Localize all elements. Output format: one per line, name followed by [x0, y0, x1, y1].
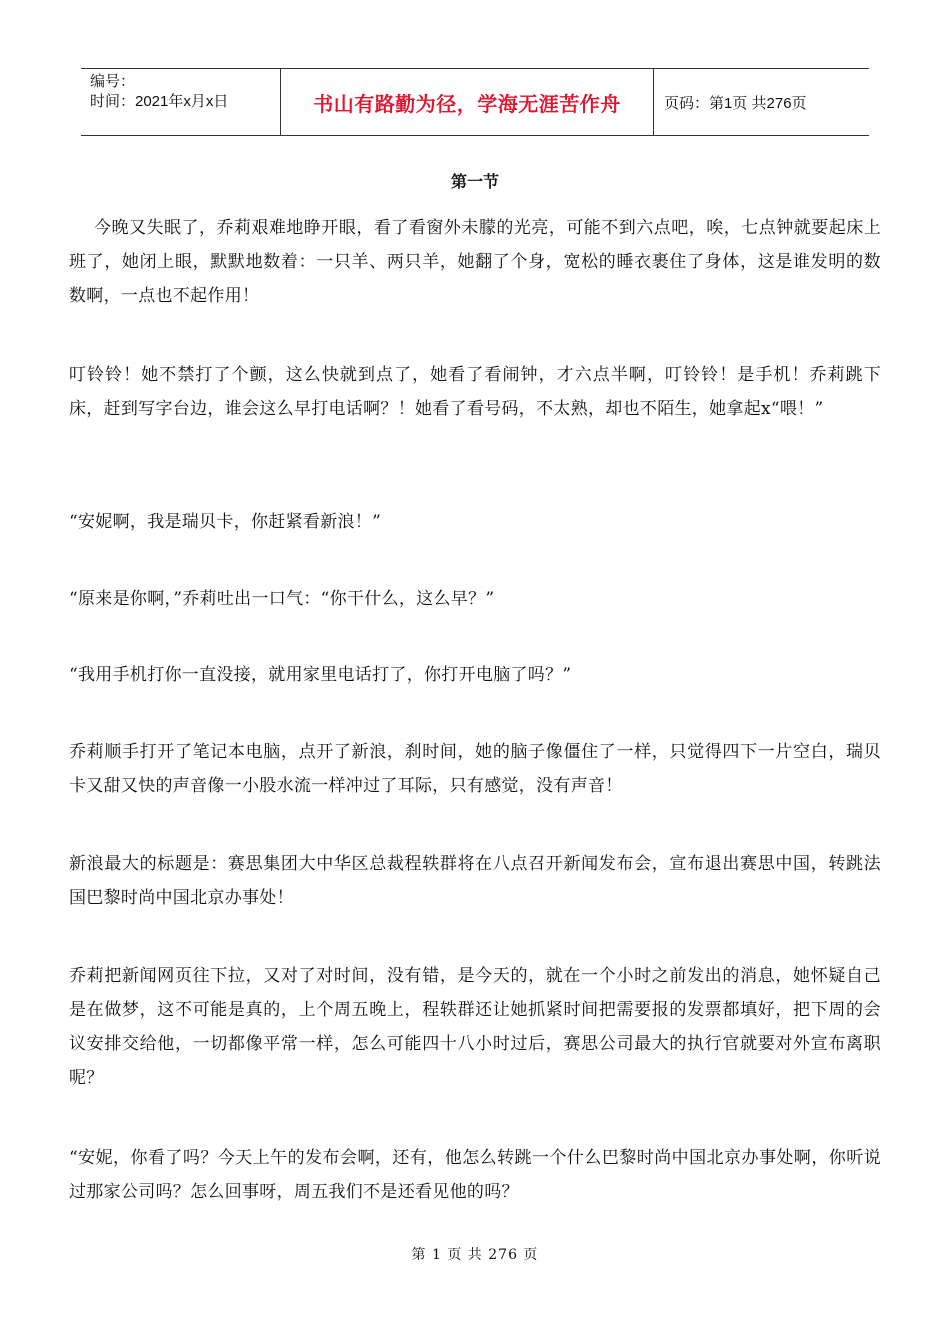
page-footer: 第 1 页 共 276 页 [411, 1247, 539, 1263]
paragraph-3: “安妮啊，我是瑞贝卡，你赶紧看新浪！” [69, 512, 382, 532]
header-meta-cell [81, 69, 281, 135]
paragraph-8: 乔莉把新闻网页往下拉，又对了对时间，没有错，是今天的，就在一个小时之前发出的消息，她怀疑自己是在做梦，这不可能是真的，上个周五晚上，程轶群还让她抓紧时间把需要报的发票都填好，把下周的会议安排交给他，一切都像平常一样，怎么可能四十八小时过后，赛思公司最大的执行官就要对外宣布离职呢？ [69, 966, 881, 1088]
paragraph-1: 今晚又失眠了，乔莉艰难地睁开眼，看了看窗外未朦的光亮，可能不到六点吧，唉，七点钟就要起床上班了，她闭上眼，默默地数着：一只羊、两只羊，她翻了个身，宽松的睡衣裹住了身体，这是谁发明的数数啊，一点也不起作用！ [69, 218, 881, 306]
section-title: 第一节 [450, 172, 499, 191]
document-number-label: 编号： [90, 73, 136, 90]
header-page-info: 页码：第1页 共276页 [664, 94, 807, 112]
header-page-cell [654, 69, 869, 135]
header-motto: 书山有路勤为径，学海无涯苦作舟 [313, 91, 621, 116]
paragraph-2: 叮铃铃！她不禁打了个颤，这么快就到点了，她看了看闹钟，才六点半啊，叮铃铃！是手机！乔莉跳下床，赶到写字台边，谁会这么早打电话啊？！她看了看号码，不太熟，却也不陌生，她拿起x“喂！” [69, 365, 881, 419]
document-header [81, 68, 869, 136]
header-motto-cell [281, 69, 654, 135]
paragraph-9: “安妮，你看了吗？今天上午的发布会啊，还有，他怎么转跳一个什么巴黎时尚中国北京办事处啊，你听说过那家公司吗？怎么回事呀，周五我们不是还看见他的吗？ [69, 1148, 881, 1202]
paragraph-6: 乔莉顺手打开了笔记本电脑，点开了新浪，刹时间，她的脑子像僵住了一样，只觉得四下一片空白，瑞贝卡又甜又快的声音像一小股水流一样冲过了耳际，只有感觉，没有声音！ [69, 742, 881, 796]
paragraph-7: 新浪最大的标题是：赛思集团大中华区总裁程轶群将在八点召开新闻发布会，宣布退出赛思中国，转跳法国巴黎时尚中国北京办事处！ [69, 854, 881, 908]
paragraph-5: “我用手机打你一直没接，就用家里电话打了，你打开电脑了吗？” [69, 665, 572, 685]
document-date-label: 时间：2021年x月x日 [90, 93, 229, 110]
paragraph-4: “原来是你啊，”乔莉吐出一口气：“你干什么，这么早？” [69, 589, 495, 609]
